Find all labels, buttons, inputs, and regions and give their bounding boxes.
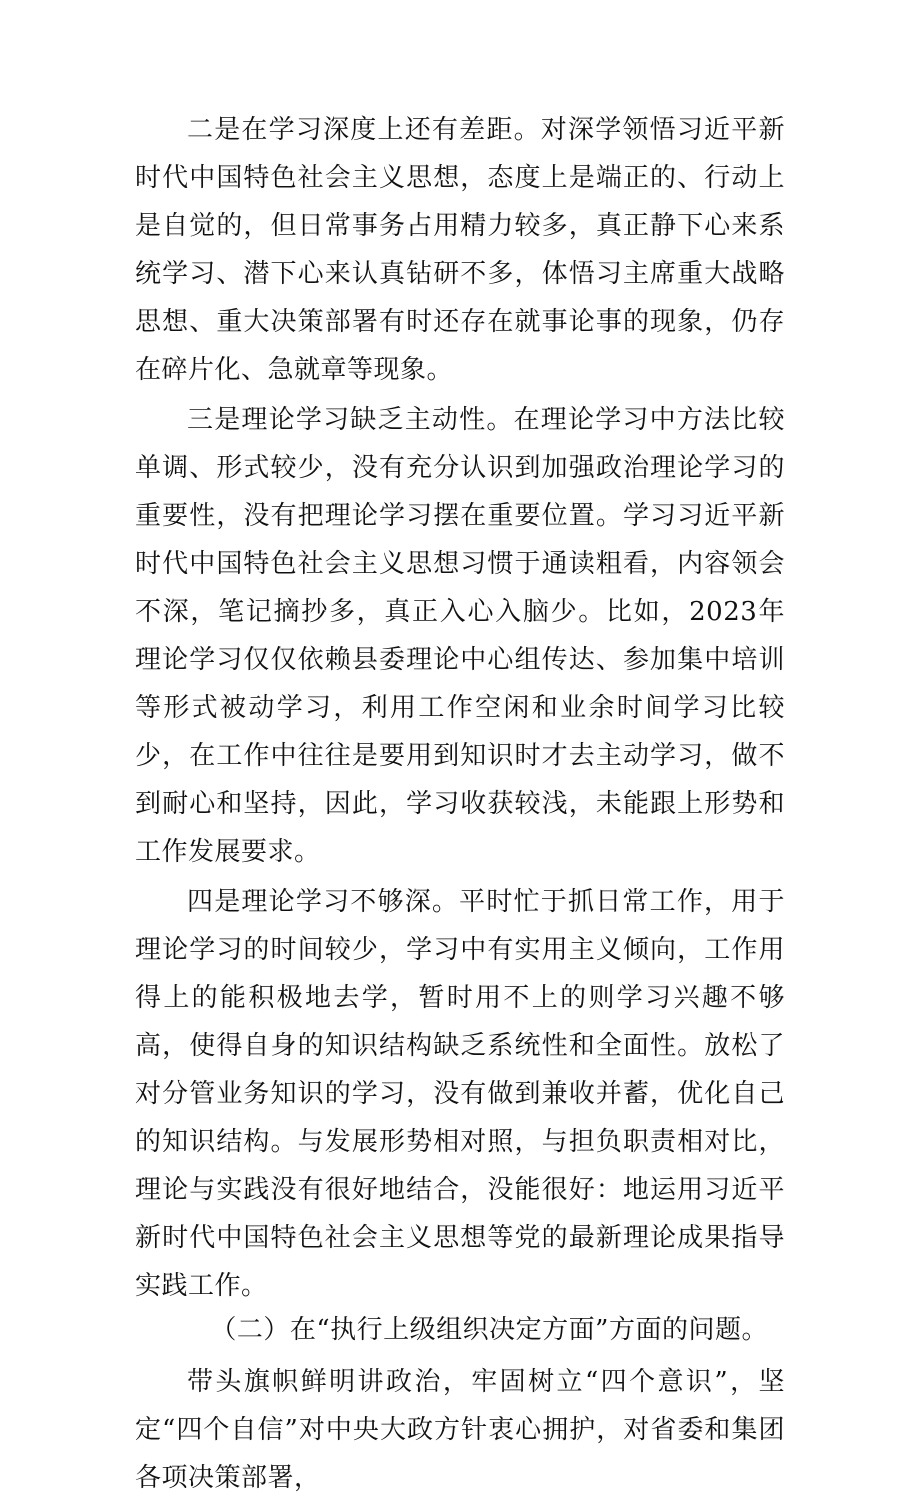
paragraph-3	[135, 396, 785, 876]
paragraph-4: 四是理论学习不够深。平时忙于抓日常工作，用于理论学习的时间较少，学习中有实用主义倾向，工作用得上的能积极地去学，暂时用不上的则学习兴趣不够高，使得自身的知识结构缺乏系统性和全面性。放松了对分管业务知识的学习，没有做到兼收并蓄，优化自己的知识结构。与发展形势相对照，与担负职责相对比，理论与实践没有很好地结合，没能很好：地运用习近平新时代中国特色社会主义思想等党的最新理论成果指导实践工作。	[135, 887, 785, 1301]
section-heading: （二）在“执行上级组织决定方面”方面的问题。	[210, 1315, 768, 1345]
paragraph-3-part-2: 比如，2023年理论学习仅仅依赖县委理论中心组传达、参加集中培训等形式被动学习，利用工作空闲和业余时间学习比较少，在工作中往往是要用到知识时才去主动学习，做不到耐心和坚持，因此，学习收获较浅，未能跟上形势和工作发展要求。	[135, 597, 785, 867]
paragraph-5: 带头旗帜鲜明讲政治，牢固树立“四个意识”，坚定“四个自信”对中央大政方针衷心拥护，对省委和集团各项决策部署，	[135, 1367, 785, 1493]
paragraph-2: 二是在学习深度上还有差距。对深学领悟习近平新时代中国特色社会主义思想，态度上是端正的、行动上是自觉的，但日常事务占用精力较多，真正静下心来系统学习、潜下心来认真钻研不多，体悟习主席重大战略思想、重大决策部署有时还存在就事论事的现象，仍存在碎片化、急就章等现象。	[135, 115, 785, 385]
paragraph-3-part-1: 三是理论学习缺乏主动性。在理论学习中方法比较单调、形式较少，没有充分认识到加强政治理论学习的重要性，没有把理论学习摆在重要位置。学习习近平新时代中国特色社会主义思想习惯于通读粗看，内容领会不深，笔记摘抄多，真正入心入脑少。	[135, 405, 785, 627]
document-body	[135, 106, 785, 1502]
